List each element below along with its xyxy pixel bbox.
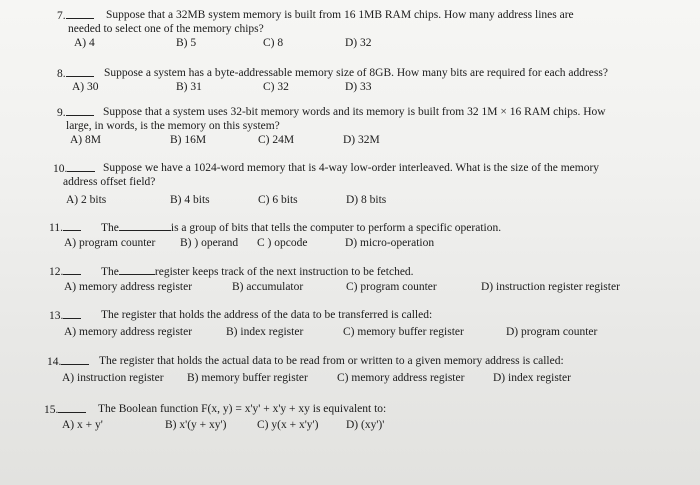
option-a: A) program counter — [64, 237, 156, 249]
question-number: 8. — [57, 66, 94, 81]
option-a: A) 4 — [74, 37, 95, 49]
question-8 — [0, 63, 700, 107]
question-text: The register that holds the actual data to be read from or written to a given memory address is called: — [99, 355, 564, 367]
question-12 — [0, 262, 700, 306]
option-d: D) 32M — [343, 134, 380, 146]
option-c: C) y(x + x'y') — [257, 419, 319, 431]
option-b: B) accumulator — [232, 281, 304, 293]
question-14 — [0, 351, 700, 395]
option-a: A) 8M — [70, 134, 101, 146]
question-text: The register that holds the address of the data to be transferred is called: — [101, 309, 433, 321]
option-a: A) 2 bits — [66, 194, 107, 206]
question-13 — [0, 305, 700, 349]
question-text: The register keeps track of the next instruction to be fetched. — [101, 266, 414, 278]
option-a: A) memory address register — [64, 281, 193, 293]
option-c: C) program counter — [346, 281, 437, 293]
question-text: The is a group of bits that tells the computer to perform a specific operation. — [101, 222, 502, 234]
option-d: D) 32 — [345, 37, 372, 49]
question-9 — [0, 103, 700, 147]
option-d: D) program counter — [506, 326, 598, 338]
question-number: 15. — [44, 402, 86, 417]
question-11 — [0, 218, 700, 262]
question-7 — [0, 6, 700, 50]
question-number: 7. — [57, 8, 94, 23]
question-15 — [0, 399, 700, 443]
question-text: Suppose we have a 1024-word memory that is 4-way low-order interleaved. What is the size of the memory — [103, 162, 600, 174]
option-d: D) instruction register register — [481, 281, 620, 293]
option-a: A) 30 — [72, 81, 99, 93]
option-c: C) 6 bits — [258, 194, 298, 206]
question-text: The Boolean function F(x, y) = x'y' + x'y + xy is equivalent to: — [98, 403, 387, 415]
option-a: A) instruction register — [62, 372, 164, 384]
option-b: B) 4 bits — [170, 194, 210, 206]
option-d: D) 33 — [345, 81, 372, 93]
question-text-continued: address offset field? — [63, 176, 156, 188]
option-b: B) index register — [226, 326, 304, 338]
question-number: 14. — [47, 354, 89, 369]
option-b: B) memory buffer register — [187, 372, 308, 384]
question-number: 13. — [49, 308, 81, 323]
question-text: Suppose a system has a byte-addressable memory size of 8GB. How many bits are required for each address? — [104, 67, 608, 79]
option-b: B) 5 — [176, 37, 197, 49]
question-text: Suppose that a system uses 32-bit memory words and its memory is built from 32 1M × 16 RAM chips. How — [103, 106, 606, 118]
option-b: B) 16M — [170, 134, 207, 146]
option-d: D) index register — [493, 372, 571, 384]
question-text-continued: needed to select one of the memory chips? — [68, 23, 264, 35]
question-number: 12. — [49, 264, 81, 279]
question-number: 10. — [53, 161, 95, 176]
option-b: B) x'(y + xy') — [165, 419, 227, 431]
option-c: C) memory buffer register — [343, 326, 464, 338]
question-text-continued: large, in words, is the memory on this system? — [66, 120, 280, 132]
option-b: B) ) operand — [180, 237, 239, 249]
option-b: B) 31 — [176, 81, 202, 93]
option-c: C) 32 — [263, 81, 289, 93]
option-d: D) micro-operation — [345, 237, 435, 249]
question-text: Suppose that a 32MB system memory is built from 16 1MB RAM chips. How many address lines are — [106, 9, 574, 21]
question-number: 11. — [49, 220, 81, 235]
question-number: 9. — [57, 105, 94, 120]
option-a: A) memory address register — [64, 326, 193, 338]
option-c: C ) opcode — [257, 237, 308, 249]
option-d: D) (xy')' — [346, 419, 385, 431]
question-10 — [0, 159, 700, 206]
option-c: C) 8 — [263, 37, 284, 49]
option-c: C) memory address register — [337, 372, 465, 384]
option-a: A) x + y' — [62, 419, 103, 431]
option-c: C) 24M — [258, 134, 295, 146]
option-d: D) 8 bits — [346, 194, 387, 206]
